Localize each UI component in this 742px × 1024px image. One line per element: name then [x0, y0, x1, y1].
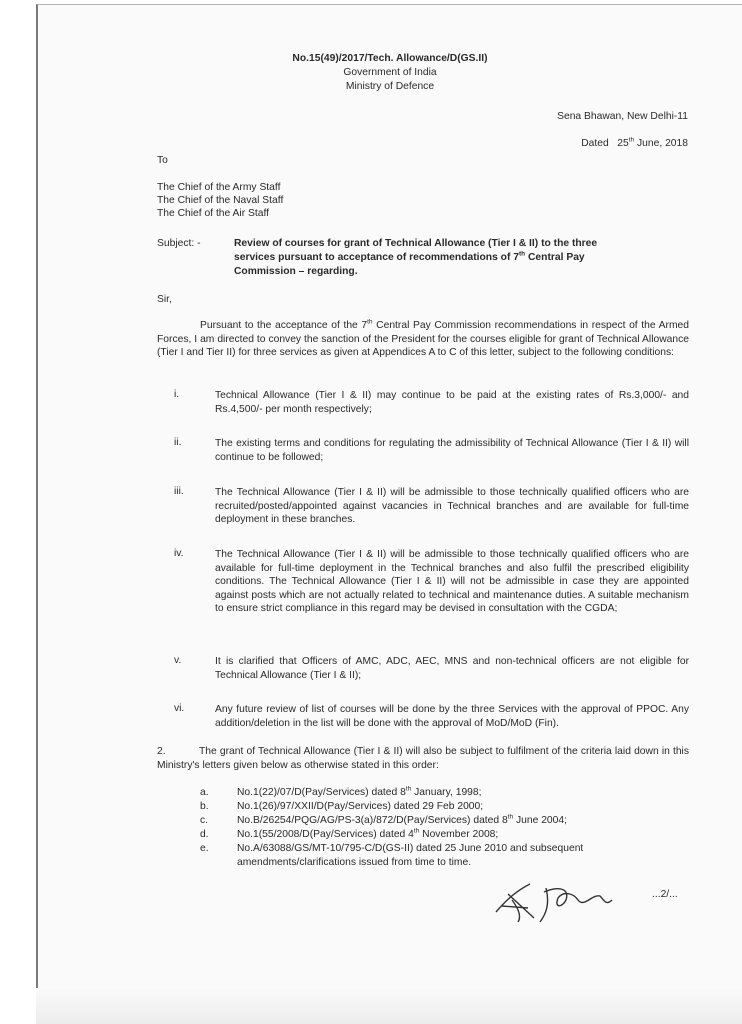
letter-num: a. — [200, 787, 209, 798]
subject-line: Commission – regarding. — [234, 266, 358, 277]
salutation: Sir, — [157, 294, 172, 305]
signature-icon — [488, 878, 628, 926]
scan-shadow — [36, 988, 742, 1024]
ministry-line: Ministry of Defence — [345, 81, 435, 92]
addressee: The Chief of the Naval Staff — [157, 195, 284, 206]
letter-num: c. — [200, 815, 209, 826]
subject-label: Subject: - — [157, 238, 201, 249]
letter-ref-continued: amendments/clarifications issued from time to time. — [237, 857, 472, 868]
to-label: To — [157, 155, 168, 166]
subject-line: services pursuant to acceptance of recommendations of 7th Central Pay — [234, 250, 585, 263]
letter-num: e. — [200, 843, 209, 854]
addressee: The Chief of the Army Staff — [157, 182, 281, 193]
addressee: The Chief of the Air Staff — [157, 208, 269, 219]
place-line: Sena Bhawan, New Delhi-11 — [557, 111, 688, 122]
paragraph-2-number: 2. — [157, 746, 166, 757]
letter-ref: No.A/63088/GS/MT-10/795-C/D(GS-II) dated 25 June 2010 and subsequent — [237, 843, 584, 854]
reference-number: No.15(49)/2017/Tech. Allowance/D(GS.II) — [292, 53, 488, 64]
letter-ref: No.B/26254/PQG/AG/PS-3(a)/872/D(Pay/Services) dated 8th June 2004; — [237, 813, 567, 826]
paragraph-2: The grant of Technical Allowance (Tier I & II) will also be subject to fulfilment of the criteria laid down in this Ministry's letters given below as otherwise stated in this order: — [157, 746, 689, 771]
subject-line: Review of courses for grant of Technical Allowance (Tier I & II) to the three — [234, 238, 598, 249]
date-line: Dated 25th June, 2018 — [581, 136, 688, 149]
letter-num: d. — [200, 829, 209, 840]
letter-ref: No.1(22)/07/D(Pay/Services) dated 8th January, 1998; — [237, 785, 482, 798]
government-line: Government of India — [343, 67, 437, 78]
page-continuation: ...2/... — [652, 889, 678, 900]
letter-ref: No.1(26)/97/XXII/D(Pay/Services) dated 29 Feb 2000; — [237, 801, 484, 812]
letter-num: b. — [200, 801, 209, 812]
letter-ref: No.1(55/2008/D(Pay/Services) dated 4th November 2008; — [237, 827, 499, 840]
paragraph-1: Pursuant to the acceptance of the 7th Central Pay Commission recommendations in respect of the Armed Forces, I am directed to convey the sanction of the President for the courses eligible for grant of Technical Allowance (Tier I and Tier II) for three services as given at Appendices A to C of this letter, subject to the following conditions: — [157, 318, 689, 359]
